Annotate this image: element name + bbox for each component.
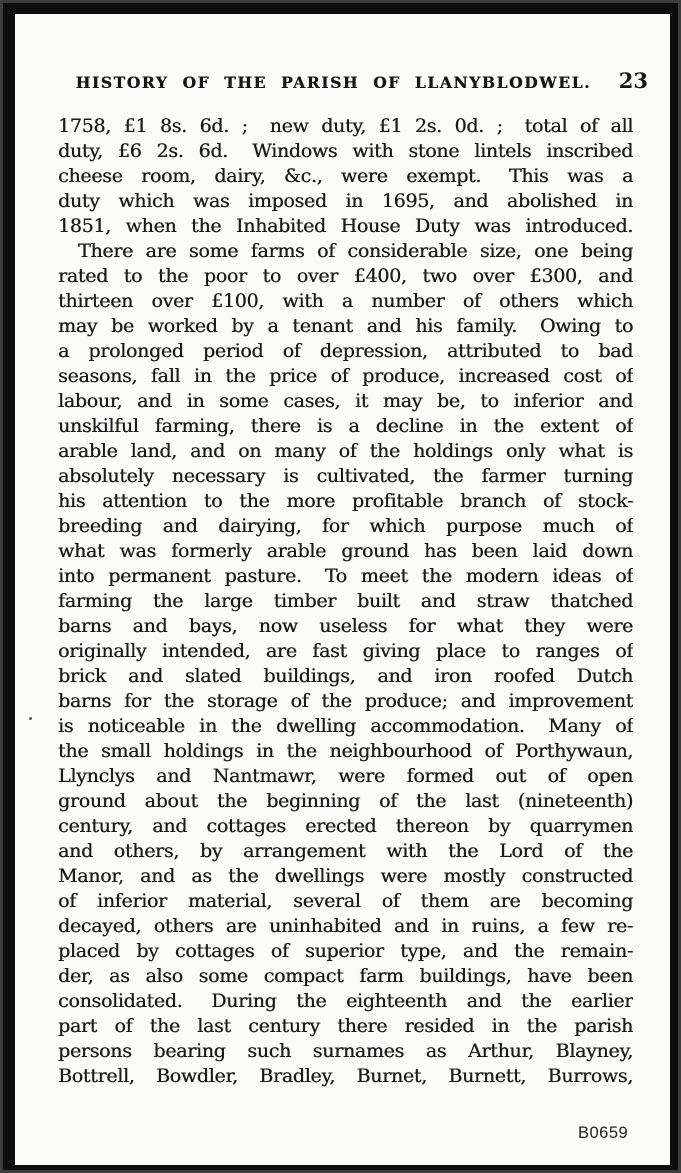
text-line: der, as also some compact farm buildings, have been: [58, 965, 633, 987]
text-line: century, and cottages erected thereon by quarrymen: [58, 815, 633, 837]
catalog-code: B0659: [578, 1124, 629, 1142]
text-line: barns for the storage of the produce; and improvement: [58, 690, 633, 712]
text-line: decayed, others are uninhabited and in ruins, a few re-: [58, 915, 633, 937]
text-line: and others, by arrangement with the Lord of the: [58, 840, 633, 862]
text-line: rated to the poor to over £400, two over £300, and: [58, 265, 633, 287]
paragraph: [58, 239, 633, 1089]
text-line: is noticeable in the dwelling accommodation. Many of: [58, 715, 633, 737]
page-number: 23: [618, 68, 648, 93]
text-line: Manor, and as the dwellings were mostly constructed: [58, 865, 633, 887]
text-line: breeding and dairying, for which purpose much of: [58, 515, 633, 537]
text-line: the small holdings in the neighbourhood of Porthywaun,: [58, 740, 633, 762]
text-line: a prolonged period of depression, attributed to bad: [58, 340, 633, 362]
text-line: seasons, fall in the price of produce, increased cost of: [58, 365, 633, 387]
text-line: arable land, and on many of the holdings only what is: [58, 440, 633, 462]
text-line: originally intended, are fast giving place to ranges of: [58, 640, 633, 662]
text-line: may be worked by a tenant and his family. Owing to: [58, 315, 633, 337]
text-line: into permanent pasture. To meet the modern ideas of: [58, 565, 633, 587]
text-line: duty, £6 2s. 6d. Windows with stone lintels inscribed: [58, 140, 633, 162]
text-line: thirteen over £100, with a number of others which: [58, 290, 633, 312]
text-line: duty which was imposed in 1695, and abolished in: [58, 190, 633, 212]
paragraph: [58, 114, 633, 239]
text-line: placed by cottages of superior type, and the remain-: [58, 940, 633, 962]
text-line: absolutely necessary is cultivated, the farmer turning: [58, 465, 633, 487]
page-header-title: HISTORY OF THE PARISH OF LLANYBLODWEL.: [75, 73, 592, 92]
text-line: of inferior material, several of them are becoming: [58, 890, 633, 912]
text-line: farming the large timber built and straw thatched: [58, 590, 633, 612]
text-line: 1758, £1 8s. 6d. ; new duty, £1 2s. 0d. ; total of all: [58, 115, 633, 137]
text-line: consolidated. During the eighteenth and the earlier: [58, 990, 633, 1012]
page-header: [58, 68, 648, 94]
text-line: what was formerly arable ground has been laid down: [58, 540, 633, 562]
text-line: unskilful farming, there is a decline in the extent of: [58, 415, 633, 437]
text-line: There are some farms of considerable size, one being: [78, 240, 633, 262]
text-line: brick and slated buildings, and iron roofed Dutch: [58, 665, 633, 687]
scan-speck-artifact: [29, 717, 32, 720]
body-text: [58, 114, 633, 1089]
text-line: persons bearing such surnames as Arthur, Blayney,: [58, 1040, 633, 1062]
text-line: labour, and in some cases, it may be, to inferior and: [58, 390, 633, 412]
text-line: 1851, when the Inhabited House Duty was introduced.: [58, 215, 633, 237]
text-line: his attention to the more profitable branch of stock-: [58, 490, 633, 512]
text-line: cheese room, dairy, &c., were exempt. This was a: [58, 165, 633, 187]
text-line: ground about the beginning of the last (nineteenth): [58, 790, 633, 812]
text-line: barns and bays, now useless for what they were: [58, 615, 633, 637]
text-line: Llynclys and Nantmawr, were formed out of open: [58, 765, 633, 787]
book-page: [15, 14, 670, 1165]
text-line: part of the last century there resided in the parish: [58, 1015, 633, 1037]
text-line: Bottrell, Bowdler, Bradley, Burnet, Burnett, Burrows,: [58, 1065, 633, 1087]
